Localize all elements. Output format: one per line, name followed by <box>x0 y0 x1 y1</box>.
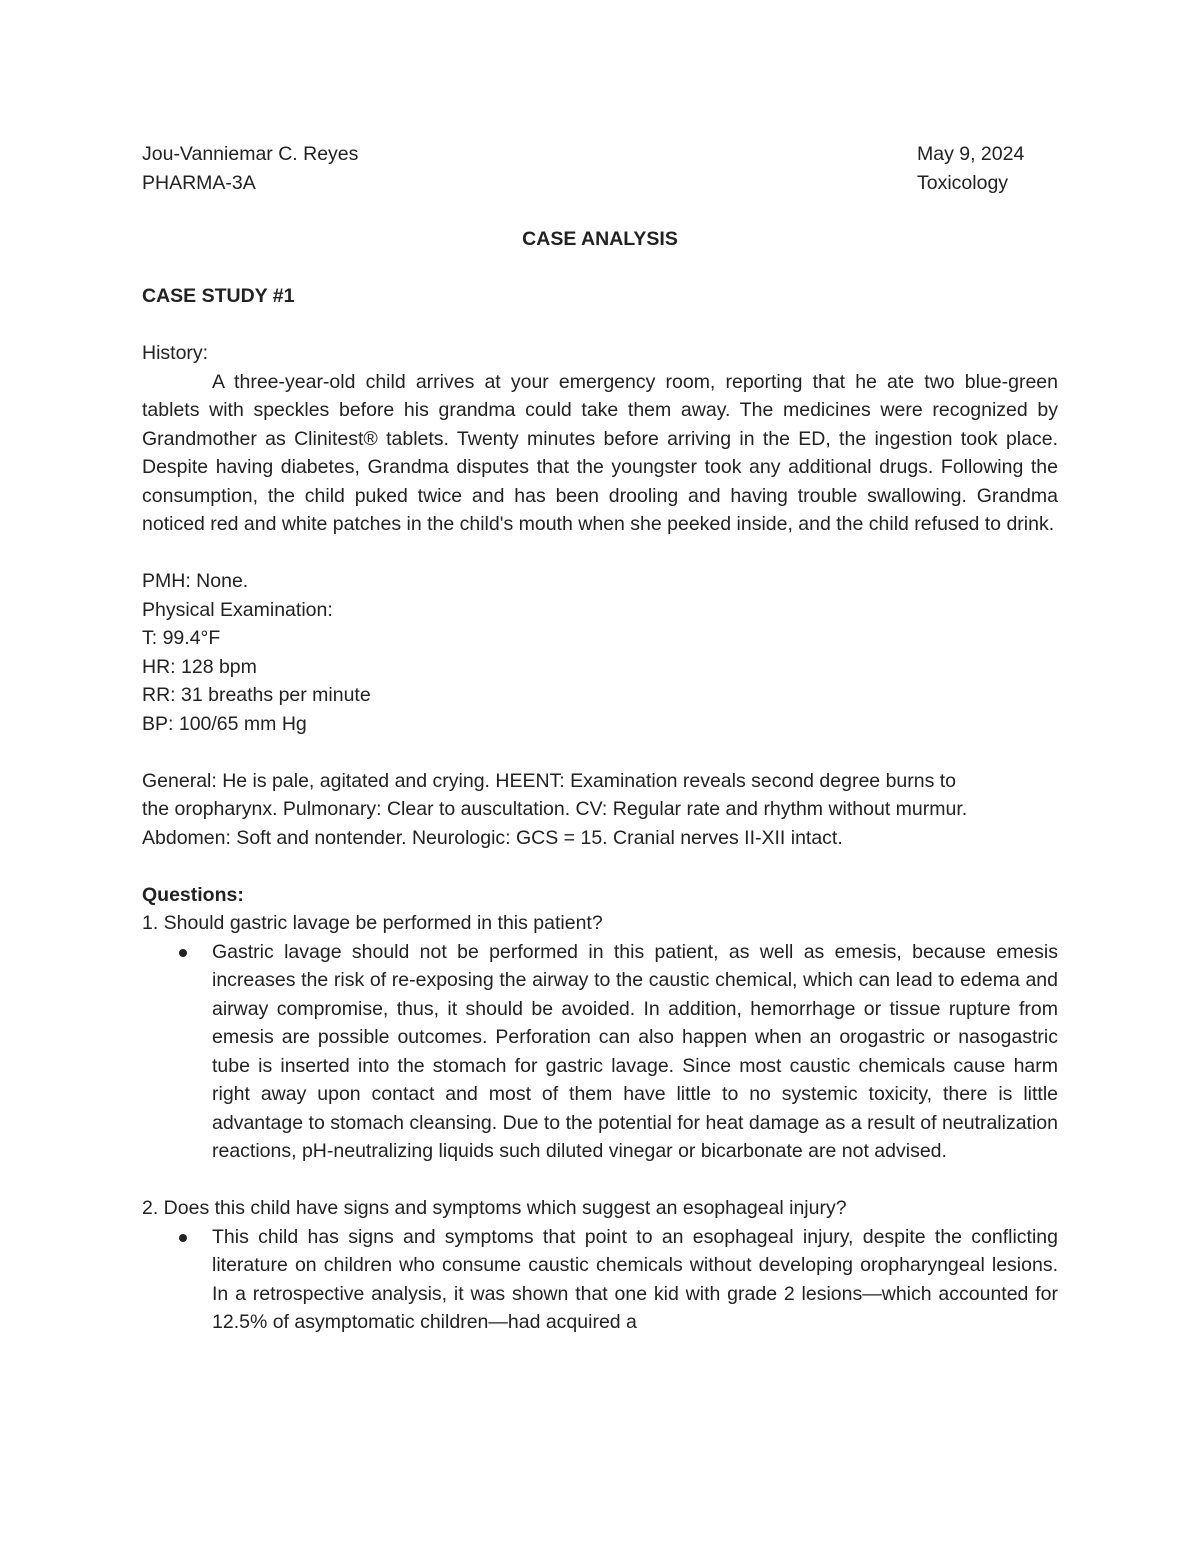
vital-blood-pressure: BP: 100/65 mm Hg <box>142 712 307 735</box>
history-paragraph: A three-year-old child arrives at your emergency room, reporting that he ate two blue-green tablets with speckles before his grandma could take them away. The medicines were recognized by Grandmother as Clinitest® tablets. Twenty minutes before arriving in the ED, the ingestion took place. Despite having diabetes, Grandma disputes that the youngster took any additional drugs. Following the consumption, the child puked twice and has been drooling and having trouble swallowing. Grandma noticed red and white patches in the child's mouth when she peeked inside, and the child refused to drink. <box>142 370 1058 535</box>
class-section: PHARMA-3A <box>142 171 256 194</box>
vital-respiratory-rate: RR: 31 breaths per minute <box>142 684 371 706</box>
general-line: General: He is pale, agitated and crying. HEENT: Examination reveals second degree burns to <box>142 769 957 792</box>
header-row-1 <box>142 140 1058 169</box>
general-findings <box>142 767 1058 853</box>
general-line: the oropharynx. Pulmonary: Clear to auscultation. CV: Regular rate and rhythm without murmur. <box>142 798 968 820</box>
answer-1: Gastric lavage should not be performed in this patient, as well as emesis, because emesis increases the risk of re-exposing the airway to the caustic chemical, which can lead to edema and airway compromise, thus, it should be avoided. In addition, hemorrhage or tissue rupture from emesis are possible outcomes. Perforation can also happen when an orogastric or nasogastric tube is inserted into the stomach for gastric lavage. Since most caustic chemicals cause harm right away upon contact and most of them have little to no systemic toxicity, there is little advantage to stomach cleansing. Due to the potential for heat damage as a result of neutralization reactions, pH-neutralizing liquids such diluted vinegar or bicarbonate are not advised. <box>212 940 1058 1162</box>
document-title: CASE ANALYSIS <box>522 228 678 250</box>
general-line: Abdomen: Soft and nontender. Neurologic: GCS = 15. Cranial nerves II-XII intact. <box>142 826 843 849</box>
list-item <box>212 1223 1058 1337</box>
question-2: 2. Does this child have signs and symptoms which suggest an esophageal injury? <box>142 1197 847 1219</box>
header-row-2 <box>142 169 1058 198</box>
vital-heart-rate: HR: 128 bpm <box>142 655 257 678</box>
author-name: Jou-Vanniemar C. Reyes <box>142 143 359 165</box>
answer-list-1 <box>142 938 1058 1166</box>
list-item <box>212 938 1058 1166</box>
pmh-line: PMH: None. <box>142 570 249 592</box>
document-date: May 9, 2024 <box>917 143 1025 165</box>
case-heading: CASE STUDY #1 <box>142 285 295 307</box>
bullet-icon <box>179 1234 187 1242</box>
history-label: History: <box>142 342 209 364</box>
subject-name: Toxicology <box>917 171 1009 194</box>
answer-list-2 <box>142 1223 1058 1337</box>
bullet-icon <box>179 949 187 957</box>
exam-label: Physical Examination: <box>142 598 333 621</box>
document-body <box>142 140 1058 1337</box>
answer-2: This child has signs and symptoms that point to an esophageal injury, despite the conflicting literature on children who consume caustic chemicals without developing oropharyngeal lesions. In a retrospective analysis, it was shown that one kid with grade 2 lesions—which accounted for 12.5% of asymptomatic children—had acquired a <box>212 1225 1058 1333</box>
questions-heading: Questions: <box>142 883 244 906</box>
question-1: 1. Should gastric lavage be performed in this patient? <box>142 912 603 934</box>
vital-temperature: T: 99.4°F <box>142 627 221 649</box>
